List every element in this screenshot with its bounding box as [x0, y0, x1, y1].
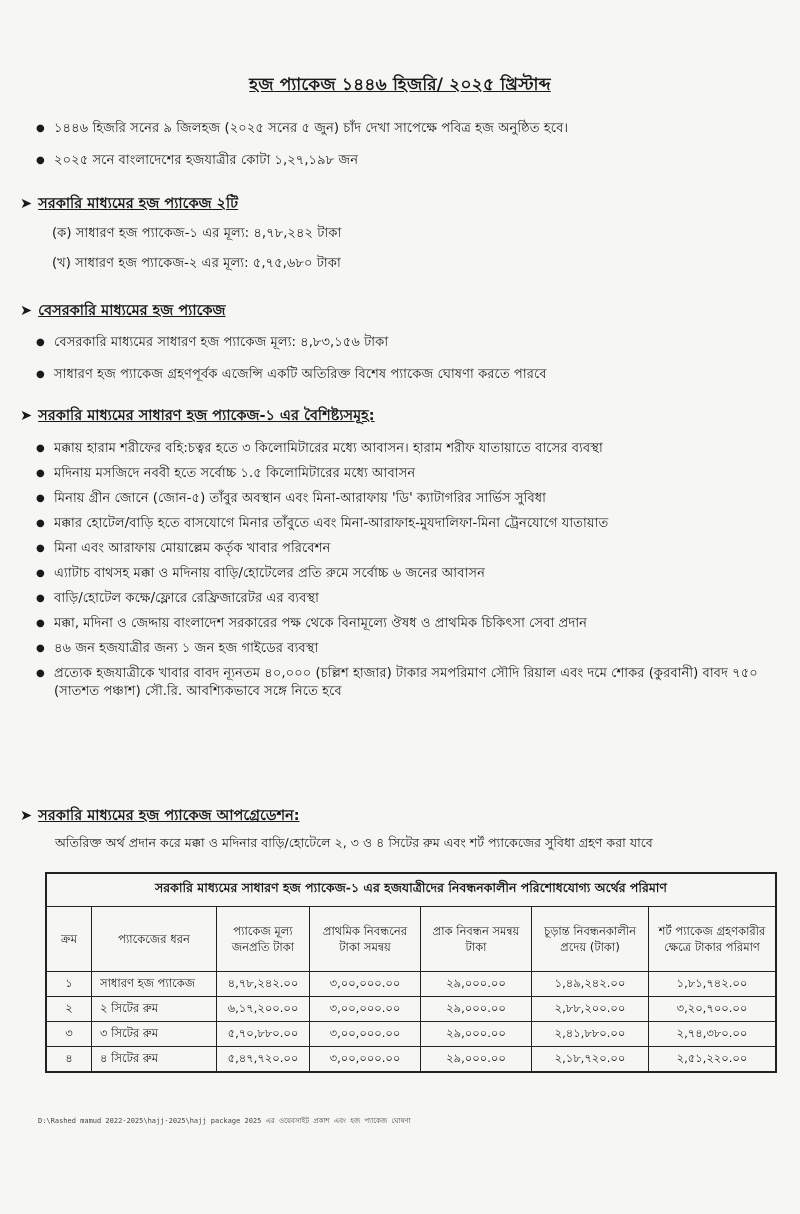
list-item: ● মক্কার হোটেল/বাড়ি হতে বাসযোগে মিনার তাঁবুতে এবং মিনা-আরাফাহ-মুযদালিফা-মিনা ট্রেনযোগে যাতায়াত — [30, 515, 790, 533]
column-header: প্যাকেজ মূল্য জনপ্রতি টাকা — [217, 907, 310, 972]
table-cell: ৩,০০,০০০.০০ — [310, 1022, 421, 1047]
list-item: ● এ্যাটাচ বাথসহ মক্কা ও মদিনায় বাড়ি/হোটেলের প্রতি রুমে সর্বোচ্চ ৬ জনের আবাসন — [30, 565, 790, 583]
payment-table-grid — [46, 873, 776, 1072]
table-cell: ২,৪১,৮৮০.০০ — [532, 1022, 649, 1047]
page-title: হজ প্যাকেজ ১৪৪৬ হিজরি/ ২০২৫ খ্রিস্টাব্দ — [249, 75, 551, 95]
table-row — [47, 1022, 776, 1047]
upgrade-text: অতিরিক্ত অর্থ প্রদান করে মক্কা ও মদিনার বাড়ি/হোটেলে ২, ৩ ও ৪ সিটের রুম এবং শর্ট প্যাকেজের সুবিধা গ্রহণ করা যাবে — [55, 835, 653, 850]
table-cell: ৩ — [47, 1022, 92, 1047]
column-header: প্যাকেজের ধরন — [92, 907, 217, 972]
list-item: ● প্রত্যেক হজযাত্রীকে খাবার বাবদ ন্যূনতম ৪০,০০০ (চল্লিশ হাজার) টাকার সমপরিমাণ সৌদি রিয়াল এবং দমে শোকর (কুরবানী) বাবদ ৭৫০ (সাতশত পঞ্চাশ) সৌ.রি. আবশ্যিকভাবে সঙ্গে নিতে হবে — [30, 665, 790, 701]
section-heading-features: ➤ সরকারি মাধ্যমের সাধারণ হজ প্যাকেজ-১ এর বৈশিষ্ট্যসমূহ: — [20, 408, 375, 424]
gov-package-item: (খ) সাধারণ হজ প্যাকেজ-২ এর মূল্য: ৫,৭৫,৬৮০ টাকা — [52, 256, 341, 271]
column-header: চূড়ান্ত নিবন্ধনকালীন প্রদেয় (টাকা) — [532, 907, 649, 972]
features-section — [30, 440, 790, 708]
table-cell: ৪ সিটের রুম — [92, 1047, 217, 1072]
private-section — [30, 334, 790, 398]
table-row — [47, 972, 776, 997]
table-cell: ২৯,০০০.০০ — [421, 1022, 532, 1047]
section-heading-upgrade: ➤ সরকারি মাধ্যমের হজ প্যাকেজ আপগ্রেডেশন: — [20, 808, 300, 824]
list-item: ● মক্কা, মদিনা ও জেদ্দায় বাংলাদেশ সরকারের পক্ষ থেকে বিনামূল্যে ঔষধ ও প্রাথমিক চিকিৎসা সেবা প্রদান — [30, 615, 790, 633]
table-cell: ২,৭৪,৩৮০.০০ — [649, 1022, 776, 1047]
table-cell: ১,৮১,৭৪২.০০ — [649, 972, 776, 997]
column-header: প্রাথমিক নিবন্ধনের টাকা সমন্বয় — [310, 907, 421, 972]
intro-section — [30, 120, 790, 184]
list-item: ● মদিনায় মসজিদে নববী হতে সর্বোচ্চ ১.৫ কিলোমিটারের মধ্যে আবাসন — [30, 465, 790, 483]
list-item: ● সাধারণ হজ প্যাকেজ গ্রহণপূর্বক এজেন্সি একটি অতিরিক্ত বিশেষ প্যাকেজ ঘোষণা করতে পারবে — [30, 366, 790, 384]
table-cell: ৪ — [47, 1047, 92, 1072]
table-cell: ২৯,০০০.০০ — [421, 972, 532, 997]
table-cell: ২ — [47, 997, 92, 1022]
footer-file-path: D:\Rashed mamud 2022-2025\hajj-2025\hajj package 2025 এর ওয়েবসাইট প্রকাশ এবং হজ প্যাকেজ ঘোষণা — [38, 1117, 411, 1125]
table-cell: ২ সিটের রুম — [92, 997, 217, 1022]
table-caption: সরকারি মাধ্যমের সাধারণ হজ প্যাকেজ-১ এর হজযাত্রীদের নিবন্ধনকালীন পরিশোধযোগ্য অর্থের পরিমাণ — [47, 874, 776, 907]
list-item: ● মিনা এবং আরাফায় মোয়াল্লেম কর্তৃক খাবার পরিবেশন — [30, 540, 790, 558]
table-cell: ২৯,০০০.০০ — [421, 997, 532, 1022]
table-cell: ৬,১৭,২০০.০০ — [217, 997, 310, 1022]
table-cell: ৩ সিটের রুম — [92, 1022, 217, 1047]
features-list — [30, 440, 790, 701]
table-cell: ৫,৪৭,৭২০.০০ — [217, 1047, 310, 1072]
table-cell: ৫,৭০,৮৮০.০০ — [217, 1022, 310, 1047]
section-heading-gov-packages: ➤ সরকারি মাধ্যমের হজ প্যাকেজ ২টি — [20, 196, 239, 212]
table-cell: সাধারণ হজ প্যাকেজ — [92, 972, 217, 997]
list-item: ● ৪৬ জন হজযাত্রীর জন্য ১ জন হজ গাইডের ব্যবস্থা — [30, 640, 790, 658]
table-cell: ২,৮৮,২০০.০০ — [532, 997, 649, 1022]
arrow-icon: ➤ — [20, 808, 33, 824]
list-item: ● মক্কায় হারাম শরীফের বহি:চত্বর হতে ৩ কিলোমিটারের মধ্যে আবাসন। হারাম শরীফ যাতায়াতে বাসের ব্যবস্থা — [30, 440, 790, 458]
table-cell: ৩,০০,০০০.০০ — [310, 972, 421, 997]
arrow-icon: ➤ — [20, 408, 33, 424]
column-header: শর্ট প্যাকেজ গ্রহণকারীর ক্ষেত্রে টাকার পরিমাণ — [649, 907, 776, 972]
intro-list — [30, 120, 790, 170]
table-cell: ২৯,০০০.০০ — [421, 1047, 532, 1072]
table-cell: ২,১৮,৭২০.০০ — [532, 1047, 649, 1072]
gov-package-item: (ক) সাধারণ হজ প্যাকেজ-১ এর মূল্য: ৪,৭৮,২৪২ টাকা — [52, 226, 342, 241]
arrow-icon: ➤ — [20, 303, 33, 319]
table-cell: ১ — [47, 972, 92, 997]
table-cell: ৪,৭৮,২৪২.০০ — [217, 972, 310, 997]
table-cell: ৩,০০,০০০.০০ — [310, 1047, 421, 1072]
column-header: ক্রম — [47, 907, 92, 972]
payment-table — [45, 872, 777, 1073]
list-item: ● ১৪৪৬ হিজরি সনের ৯ জিলহজ (২০২৫ সনের ৫ জুন) চাঁদ দেখা সাপেক্ষে পবিত্র হজ অনুষ্ঠিত হবে। — [30, 120, 790, 138]
table-cell: ৩,০০,০০০.০০ — [310, 997, 421, 1022]
arrow-icon: ➤ — [20, 196, 33, 212]
list-item: ● মিনায় গ্রীন জোনে (জোন-৫) তাঁবুর অবস্থান এবং মিনা-আরাফায় 'ডি' ক্যাটাগরির সার্ভিস সুবিধা — [30, 490, 790, 508]
private-list — [30, 334, 790, 384]
table-cell: ৩,২০,৭০০.০০ — [649, 997, 776, 1022]
column-header: প্রাক নিবন্ধন সমন্বয় টাকা — [421, 907, 532, 972]
list-item: ● ২০২৫ সনে বাংলাদেশের হজযাত্রীর কোটা ১,২৭,১৯৮ জন — [30, 152, 790, 170]
section-heading-private-packages: ➤ বেসরকারি মাধ্যমের হজ প্যাকেজ — [20, 303, 226, 319]
table-row — [47, 1047, 776, 1072]
table-row — [47, 997, 776, 1022]
table-cell: ১,৪৯,২৪২.০০ — [532, 972, 649, 997]
list-item: ● বাড়ি/হোটেল কক্ষে/ফ্লোরে রেফ্রিজারেটর এর ব্যবস্থা — [30, 590, 790, 608]
table-header-row — [47, 907, 776, 972]
table-cell: ২,৫১,২২০.০০ — [649, 1047, 776, 1072]
list-item: ● বেসরকারি মাধ্যমের সাধারণ হজ প্যাকেজ মূল্য: ৪,৮৩,১৫৬ টাকা — [30, 334, 790, 352]
